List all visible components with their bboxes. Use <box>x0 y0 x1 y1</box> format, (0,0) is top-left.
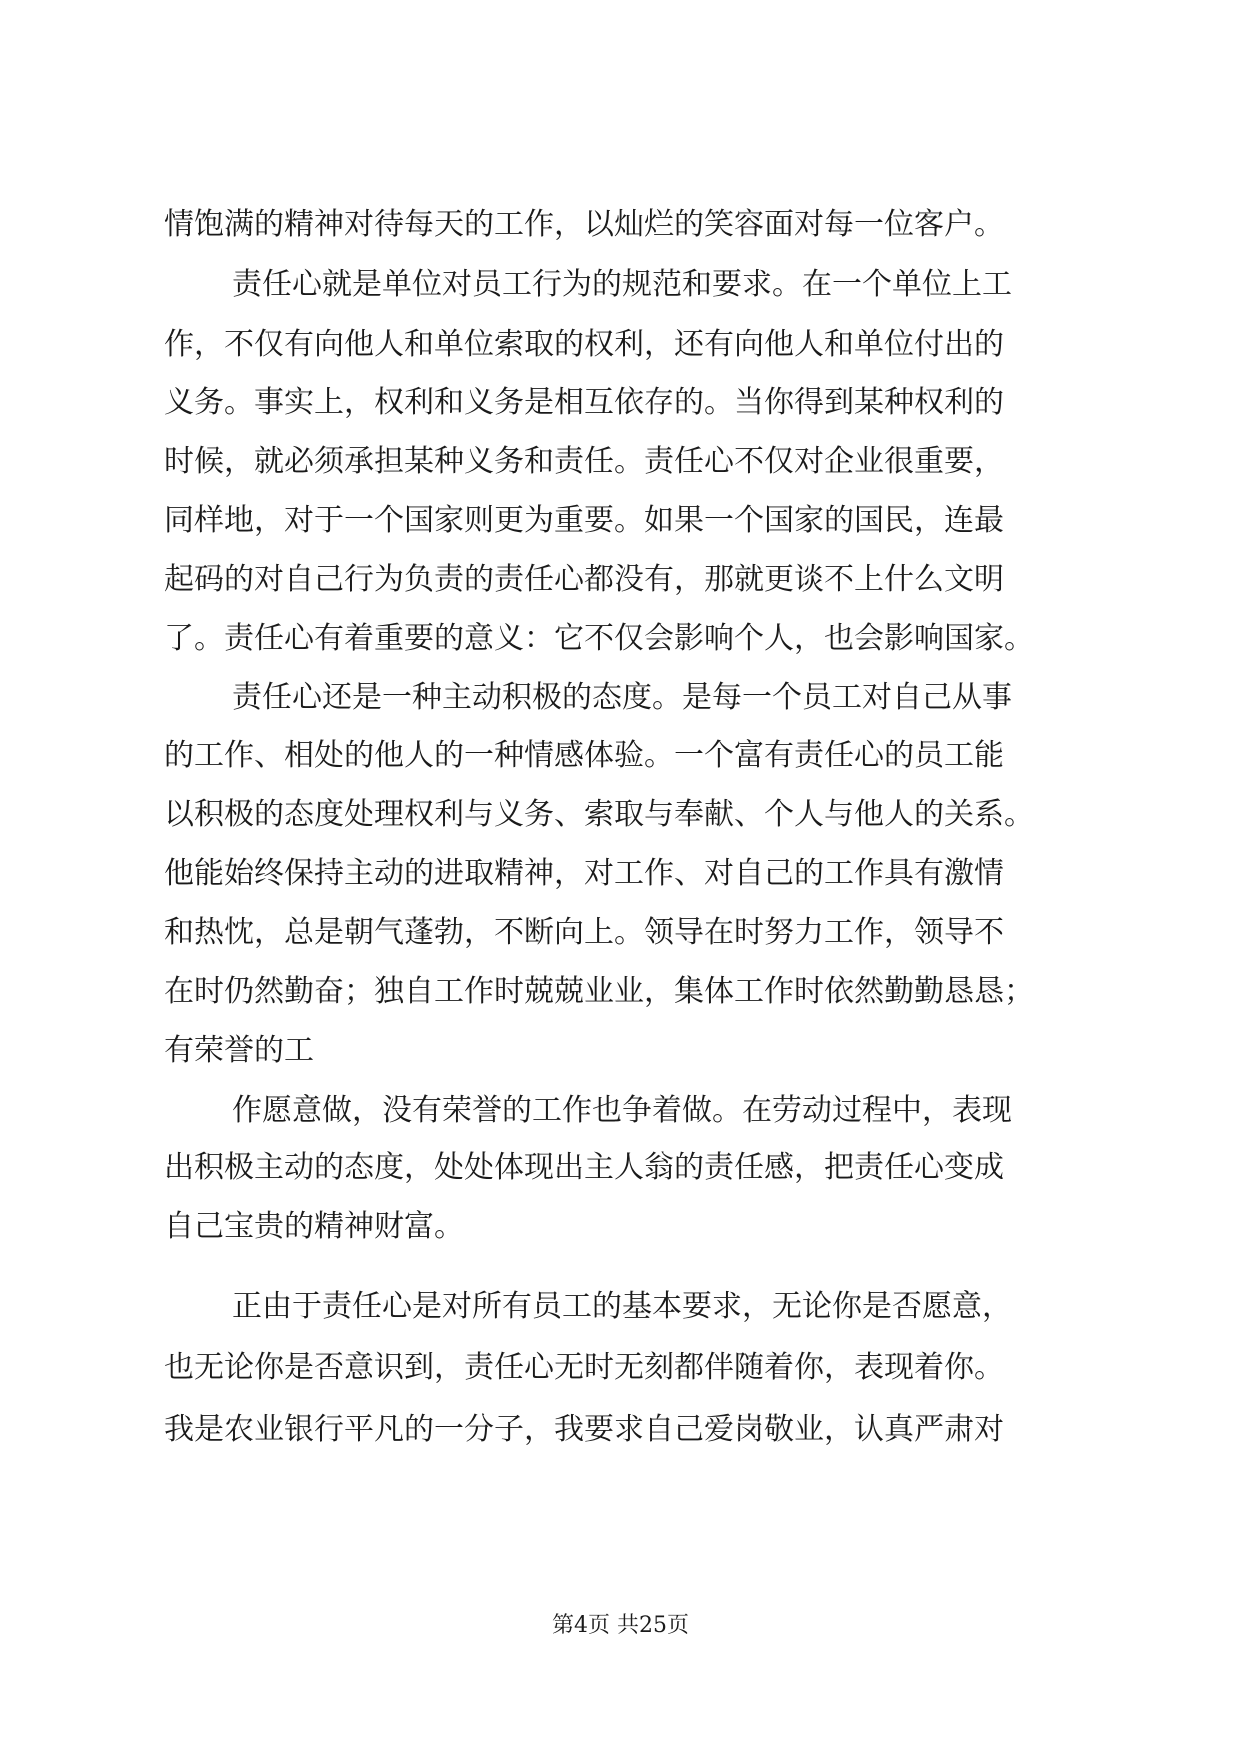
text-line: 责任心就是单位对员工行为的规范和要求。在一个单位上工 <box>232 267 1012 302</box>
text-line: 我是农业银行平凡的一分子，我要求自己爱岗敬业，认真严肃对 <box>164 1412 1004 1447</box>
text-line: 有荣誉的工 <box>164 1033 314 1068</box>
text-line: 和热忱，总是朝气蓬勃，不断向上。领导在时努力工作，领导不 <box>164 915 1004 950</box>
text-line: 作，不仅有向他人和单位索取的权利，还有向他人和单位付出的 <box>164 327 1004 362</box>
text-line: 义务。事实上，权利和义务是相互依存的。当你得到某种权利的 <box>164 385 1004 420</box>
text-line: 了。责任心有着重要的意义：它不仅会影响个人，也会影响国家。 <box>164 621 1034 656</box>
text-line: 的工作、相处的他人的一种情感体验。一个富有责任心的员工能 <box>164 738 1004 773</box>
text-line: 以积极的态度处理权利与义务、索取与奉献、个人与他人的关系。 <box>164 797 1034 832</box>
text-line: 他能始终保持主动的进取精神，对工作、对自己的工作具有激情 <box>164 856 1004 891</box>
text-line: 同样地，对于一个国家则更为重要。如果一个国家的国民，连最 <box>164 503 1004 538</box>
page-number-footer: 第4页 共25页 <box>552 1613 689 1638</box>
text-line: 也无论你是否意识到，责任心无时无刻都伴随着你，表现着你。 <box>164 1350 1004 1385</box>
text-line: 时候，就必须承担某种义务和责任。责任心不仅对企业很重要， <box>164 444 1004 479</box>
text-line: 在时仍然勤奋；独自工作时兢兢业业，集体工作时依然勤勤恳恳； <box>164 974 1034 1009</box>
text-line: 起码的对自己行为负责的责任心都没有，那就更谈不上什么文明 <box>164 562 1004 597</box>
text-line: 作愿意做，没有荣誉的工作也争着做。在劳动过程中，表现 <box>232 1093 1012 1128</box>
text-line: 责任心还是一种主动积极的态度。是每一个员工对自己从事 <box>232 680 1012 715</box>
text-line: 正由于责任心是对所有员工的基本要求，无论你是否愿意， <box>232 1289 1012 1324</box>
text-line: 出积极主动的态度，处处体现出主人翁的责任感，把责任心变成 <box>164 1150 1004 1185</box>
text-line: 自己宝贵的精神财富。 <box>164 1209 464 1244</box>
text-line: 情饱满的精神对待每天的工作，以灿烂的笑容面对每一位客户。 <box>164 207 1004 242</box>
